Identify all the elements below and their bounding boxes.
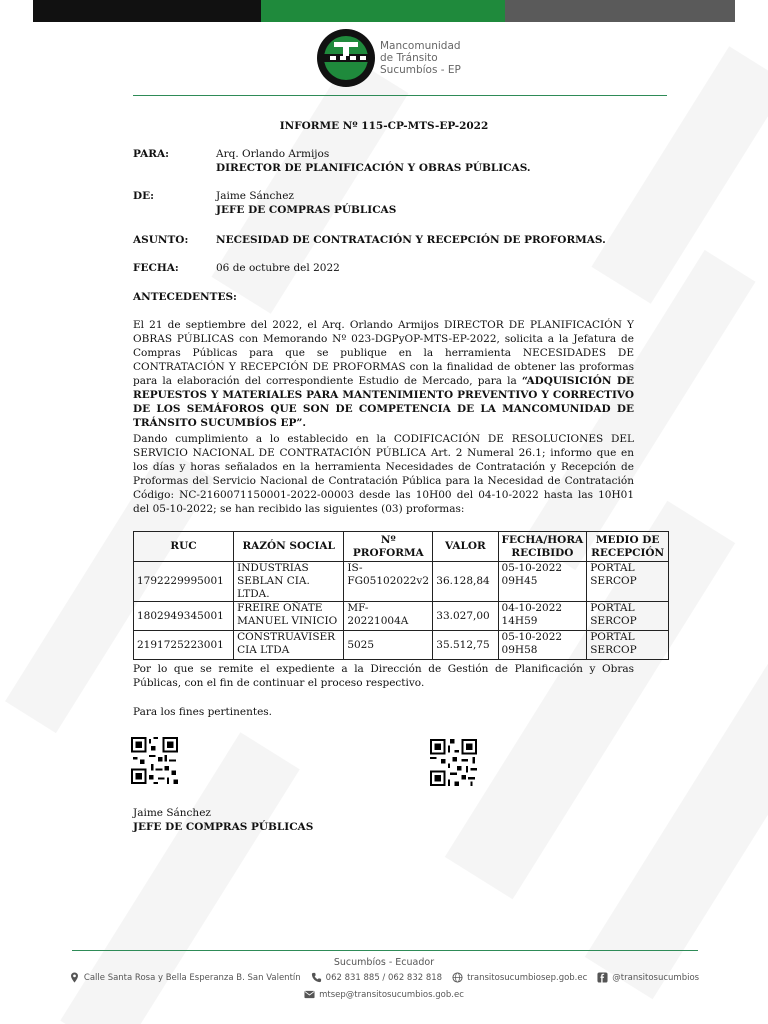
column-header: MEDIO DE RECEPCIÓN xyxy=(587,532,669,562)
de-label: DE: xyxy=(133,190,154,202)
signature-block xyxy=(133,806,313,834)
asunto-value: NECESIDAD DE CONTRATACIÓN Y RECEPCIÓN DE PROFORMAS. xyxy=(216,234,606,246)
paragraph-cumplimiento: Dando cumplimiento a lo establecido en la CODIFICACIÓN DE RESOLUCIONES DEL SERVICIO NACIONAL DE CONTRATACIÓN PÚBLICA Art. 2 Numeral 26.1; informo que en los días y horas señalados en la herramienta Necesidades de Contratación y Recepción de Proformas del Servicio Nacional de Contratación Pública para la Necesidad de Contratación Código: NC-2160071150001-2022-00003 desde las 10H00 del 04-10-2022 hasta las 10H01 del 05-10-2022; se han recibido las siguientes (03) proformas: xyxy=(133,433,634,515)
paragraph-antecedentes xyxy=(133,318,634,430)
signer-role: JEFE DE COMPRAS PÚBLICAS xyxy=(133,821,314,833)
organization-name: Mancomunidad de Tránsito Sucumbíos - EP xyxy=(380,40,461,76)
para-label: PARA: xyxy=(133,148,170,160)
table-cell: 05-10-2022 09H45 xyxy=(498,562,587,602)
phone-icon xyxy=(311,972,322,983)
field-para xyxy=(133,147,531,175)
table-cell: 36.128,84 xyxy=(433,562,498,602)
table-cell: 2191725223001 xyxy=(134,631,234,660)
facebook-icon xyxy=(597,972,608,983)
antecedentes-heading: ANTECEDENTES: xyxy=(133,291,237,303)
table-cell: INDUSTRIAS SEBLAN CIA. LTDA. xyxy=(234,562,344,602)
footer-phone-text: 062 831 885 / 062 832 818 xyxy=(325,972,443,983)
footer-email-text[interactable]: mtsep@transitosucumbios.gob.ec xyxy=(319,989,464,1000)
column-header: RAZÓN SOCIAL xyxy=(234,532,344,562)
table-header-row xyxy=(134,532,669,562)
table-cell: PORTAL SERCOP xyxy=(587,631,669,660)
table-cell: MF-20221004A xyxy=(344,602,433,631)
column-header: VALOR xyxy=(433,532,498,562)
qr-code-icon xyxy=(430,739,477,786)
footer-facebook-text[interactable]: @transitosucumbios xyxy=(612,972,700,983)
table-row xyxy=(134,631,669,660)
paragraph-closing: Para los fines pertinentes. xyxy=(133,706,273,718)
column-header: RUC xyxy=(134,532,234,562)
footer-city: Sucumbíos - Ecuador xyxy=(333,957,435,968)
table-cell: 33.027,00 xyxy=(433,602,498,631)
procurement-subject: “ADQUISICIÓN DE REPUESTOS Y MATERIALES PARA MANTENIMIENTO PREVENTIVO Y CORRECTIVO DE LOS SEMÁFOROS QUE SON DE COMPETENCIA DE LA MANCOMUNIDAD DE TRÁNSITO SUCUMBÍOS EP”. xyxy=(133,375,635,429)
table-row xyxy=(134,562,669,602)
fecha-value: 06 de octubre del 2022 xyxy=(216,262,340,274)
column-header: Nº PROFORMA xyxy=(344,532,433,562)
footer-facebook[interactable] xyxy=(597,972,699,983)
table-cell: PORTAL SERCOP xyxy=(587,602,669,631)
table-cell: 05-10-2022 09H58 xyxy=(498,631,587,660)
table-cell: IS-FG05102022v2 xyxy=(344,562,433,602)
paragraph-antecedentes-text: El 21 de septiembre del 2022, el Arq. Orlando Armijos DIRECTOR DE PLANIFICACIÓN Y OBRAS PÚBLICAS con Memorando Nº 023-DGPyOP-MTS-EP-2022, solicita a la Jefatura de Compras Públicas para que se publique en la herramienta NECESIDADES DE CONTRATACIÓN Y RECEPCIÓN DE PROFORMAS con la finalidad de obtener las proformas para la elaboración del correspondiente Estudio de Mercado, para la xyxy=(133,319,634,387)
field-fecha xyxy=(133,261,340,275)
table-row xyxy=(134,602,669,631)
table-cell: CONSTRUAVISER CIA LTDA xyxy=(234,631,344,660)
asunto-label: ASUNTO: xyxy=(133,234,189,246)
signer-name: Jaime Sánchez xyxy=(133,807,211,819)
table-cell: FREIRE OÑATE MANUEL VINICIO xyxy=(234,602,344,631)
footer-address xyxy=(69,972,301,983)
paragraph-remite: Por lo que se remite el expediente a la Dirección de Gestión de Planificación y Obras Públicas, con el fin de continuar el proceso respectivo. xyxy=(133,663,634,689)
column-header: FECHA/HORA RECIBIDO xyxy=(498,532,587,562)
table-cell: 35.512,75 xyxy=(433,631,498,660)
footer-divider xyxy=(72,950,698,951)
email-icon xyxy=(304,989,315,1000)
qr-code-icon xyxy=(131,737,178,784)
table-cell: 04-10-2022 14H59 xyxy=(498,602,587,631)
field-asunto xyxy=(133,233,606,247)
footer-email[interactable] xyxy=(0,989,768,1000)
footer-address-text: Calle Santa Rosa y Bella Esperanza B. San Valentín xyxy=(83,972,301,983)
table-cell: 1792229995001 xyxy=(134,562,234,602)
de-role: JEFE DE COMPRAS PÚBLICAS xyxy=(216,204,397,216)
footer-contact-line xyxy=(0,972,768,983)
proformas-table xyxy=(133,531,669,660)
footer-phone xyxy=(311,972,442,983)
para-name: Arq. Orlando Armijos xyxy=(216,148,330,160)
fecha-label: FECHA: xyxy=(133,262,179,274)
table-cell: 5025 xyxy=(344,631,433,660)
de-name: Jaime Sánchez xyxy=(216,190,294,202)
globe-icon xyxy=(452,972,463,983)
table-cell: PORTAL SERCOP xyxy=(587,562,669,602)
footer-web[interactable] xyxy=(452,972,587,983)
table-cell: 1802949345001 xyxy=(134,602,234,631)
document-title: INFORME Nº 115-CP-MTS-EP-2022 xyxy=(279,120,489,132)
location-pin-icon xyxy=(69,972,80,983)
para-role: DIRECTOR DE PLANIFICACIÓN Y OBRAS PÚBLICAS. xyxy=(216,162,531,174)
field-de xyxy=(133,189,396,217)
footer-web-text[interactable]: transitosucumbiosep.gob.ec xyxy=(467,972,588,983)
